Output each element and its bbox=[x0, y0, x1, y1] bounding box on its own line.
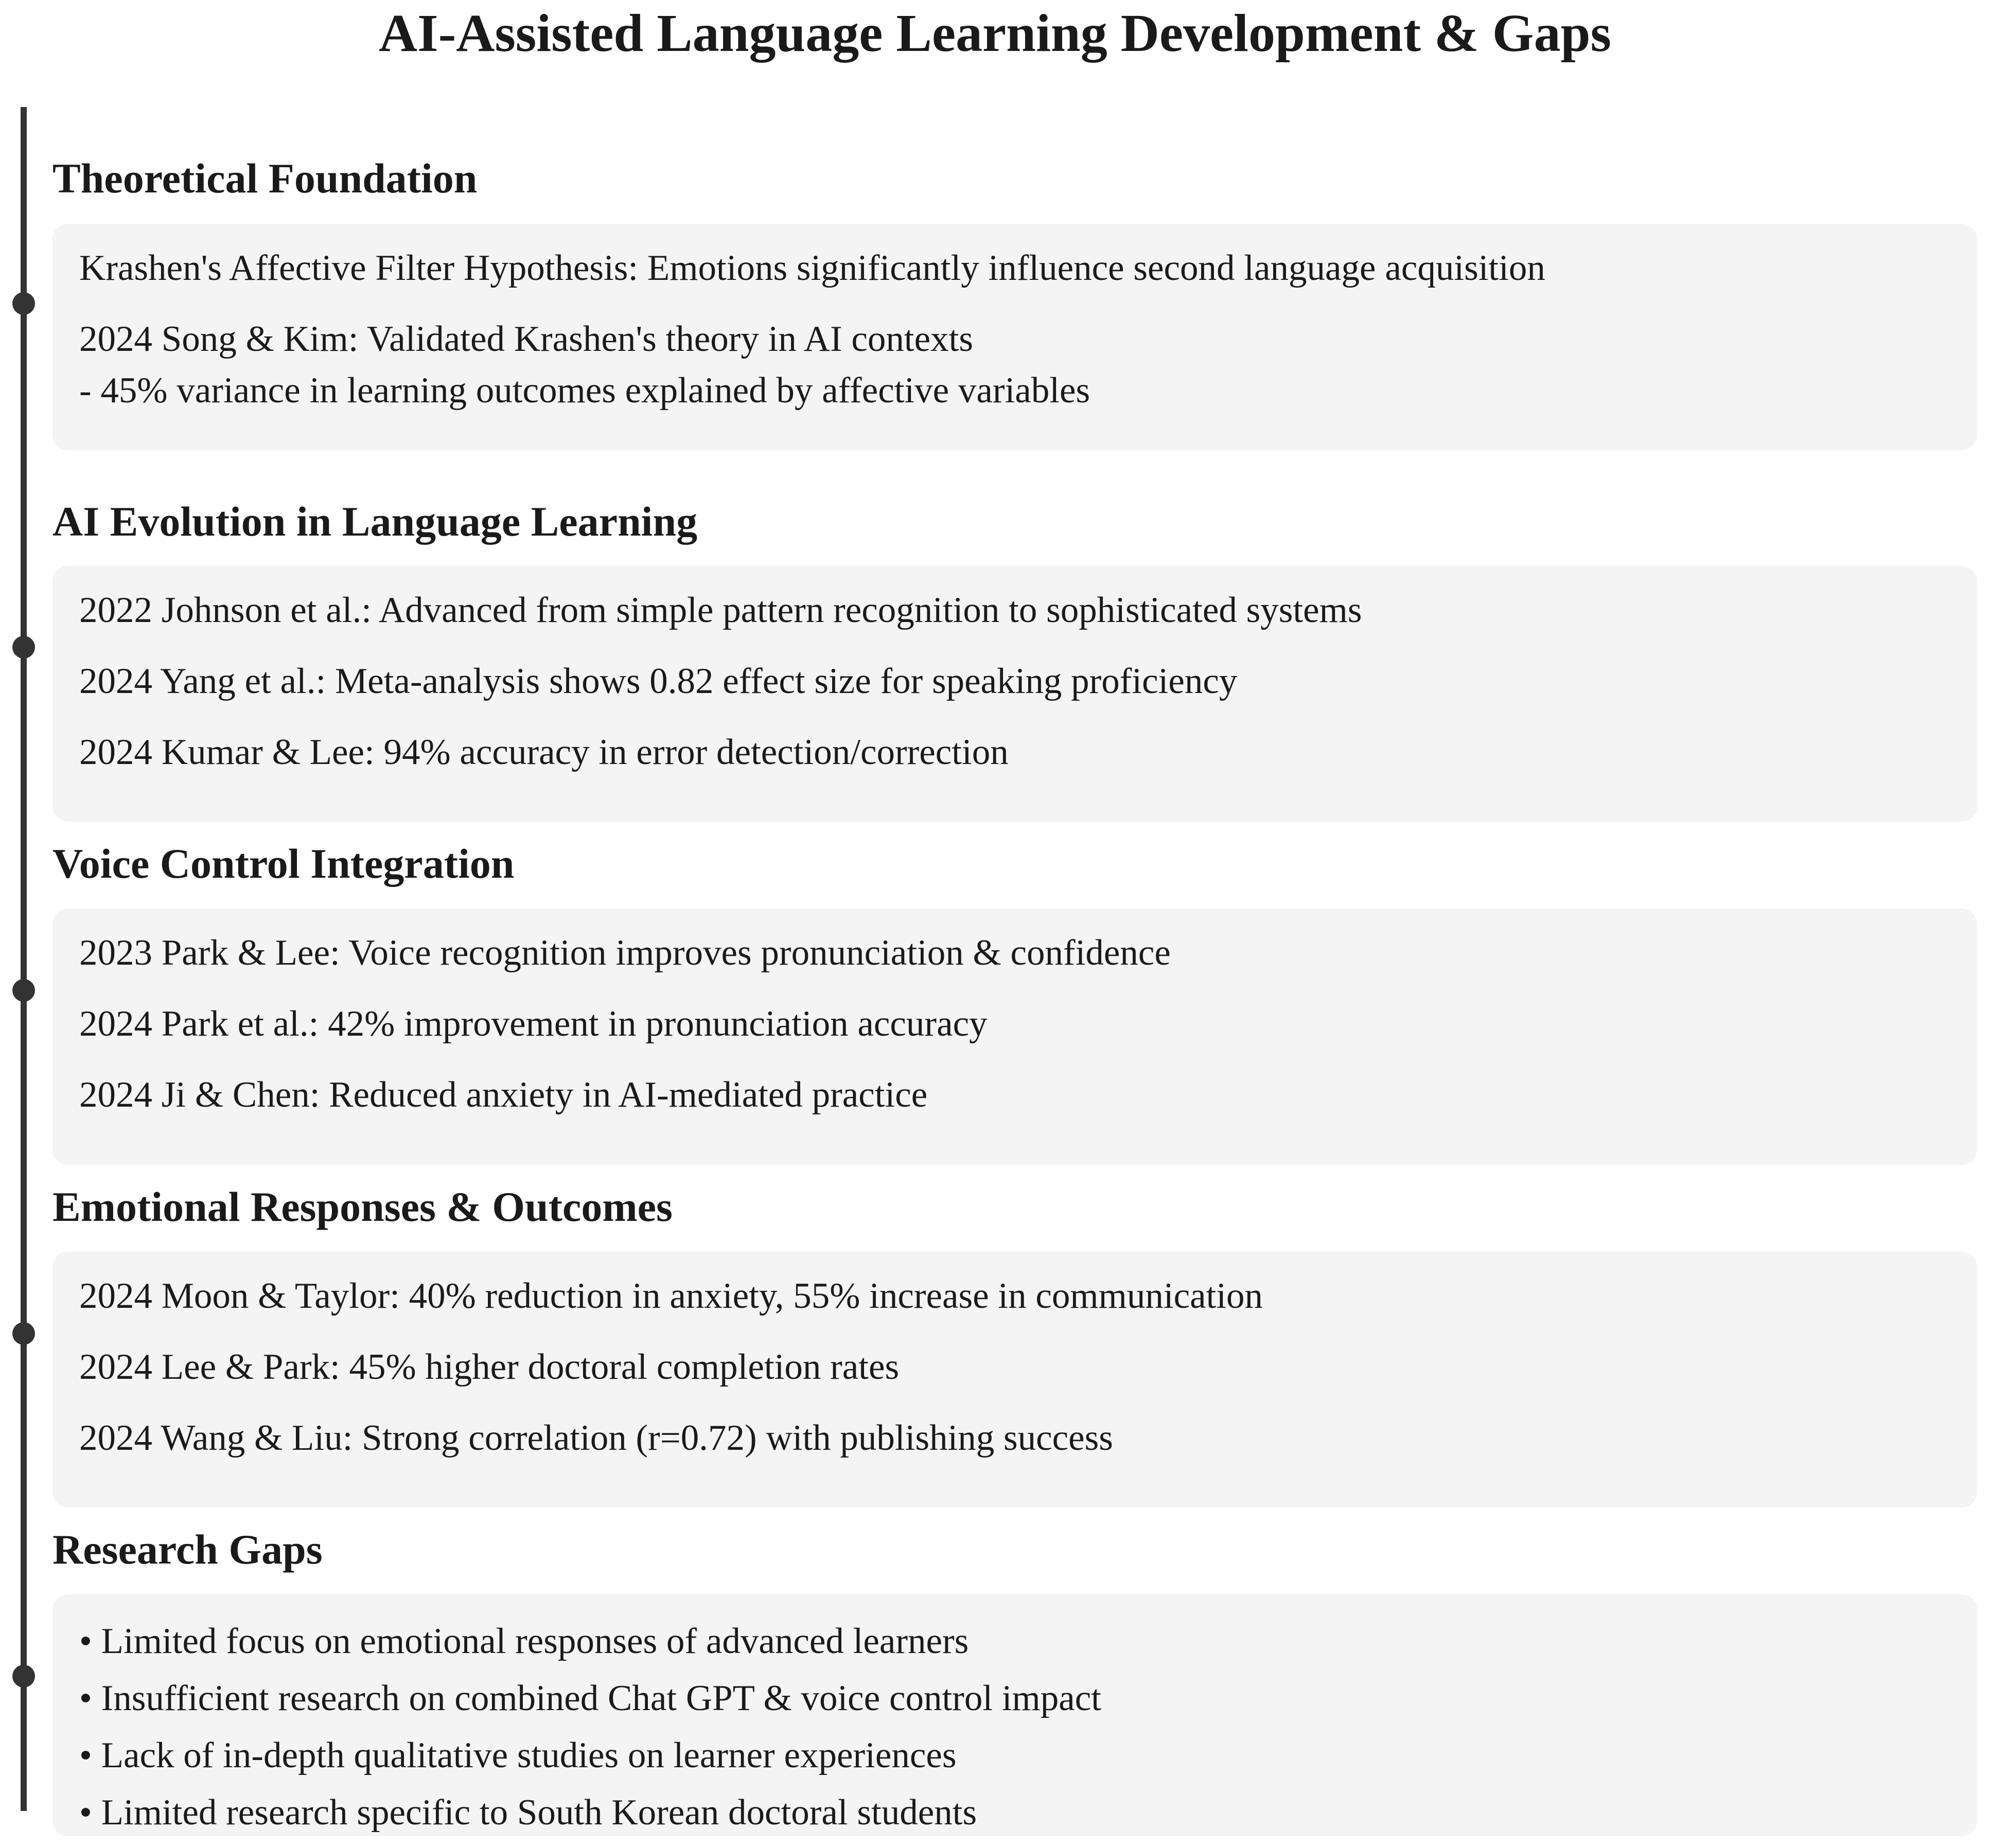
section-heading-emotional-responses: Emotional Responses & Outcomes bbox=[52, 1183, 673, 1230]
list-item: 2024 Moon & Taylor: 40% reduction in anxiety, 55% increase in communication bbox=[79, 1276, 1263, 1316]
timeline-dot-voice-control bbox=[12, 979, 35, 1002]
timeline-line bbox=[21, 107, 27, 1811]
section-heading-voice-control: Voice Control Integration bbox=[52, 840, 515, 887]
timeline-dot-emotional-responses bbox=[12, 1322, 35, 1345]
list-item: 2024 Song & Kim: Validated Krashen's theory in AI contexts bbox=[79, 319, 973, 359]
list-item: 2023 Park & Lee: Voice recognition improves pronunciation & confidence bbox=[79, 933, 1171, 973]
section-heading-theoretical-foundation: Theoretical Foundation bbox=[52, 155, 478, 202]
timeline-dot-theoretical-foundation bbox=[12, 292, 35, 315]
section-card-ai-evolution bbox=[52, 566, 1977, 822]
list-item: 2024 Lee & Park: 45% higher doctoral completion rates bbox=[79, 1347, 900, 1387]
list-item: • Insufficient research on combined Chat GPT & voice control impact bbox=[79, 1678, 1102, 1718]
section-card-theoretical-foundation bbox=[52, 224, 1977, 450]
list-item: - 45% variance in learning outcomes explained by affective variables bbox=[79, 370, 1090, 411]
list-item: 2024 Park et al.: 42% improvement in pronunciation accuracy bbox=[79, 1004, 988, 1044]
section-heading-research-gaps: Research Gaps bbox=[52, 1526, 323, 1573]
timeline-dot-research-gaps bbox=[12, 1665, 35, 1687]
list-item: Krashen's Affective Filter Hypothesis: Emotions significantly influence second language acquisition bbox=[79, 248, 1545, 288]
list-item: 2022 Johnson et al.: Advanced from simple pattern recognition to sophisticated systems bbox=[79, 590, 1362, 630]
list-item: 2024 Yang et al.: Meta-analysis shows 0.82 effect size for speaking proficiency bbox=[79, 661, 1238, 701]
timeline-dot-ai-evolution bbox=[12, 636, 35, 659]
list-item: 2024 Kumar & Lee: 94% accuracy in error detection/correction bbox=[79, 732, 1009, 772]
list-item: • Limited focus on emotional responses of advanced learners bbox=[79, 1621, 969, 1661]
section-card-emotional-responses bbox=[52, 1252, 1977, 1507]
list-item: 2024 Wang & Liu: Strong correlation (r=0.72) with publishing success bbox=[79, 1418, 1113, 1458]
diagram-title: AI-Assisted Language Learning Development & Gaps bbox=[379, 4, 1611, 63]
section-card-voice-control bbox=[52, 909, 1977, 1165]
list-item: • Limited research specific to South Korean doctoral students bbox=[79, 1792, 977, 1833]
list-item: • Lack of in-depth qualitative studies on learner experiences bbox=[79, 1735, 957, 1775]
list-item: 2024 Ji & Chen: Reduced anxiety in AI-mediated practice bbox=[79, 1075, 928, 1115]
section-card-research-gaps bbox=[52, 1594, 1977, 1836]
section-heading-ai-evolution: AI Evolution in Language Learning bbox=[52, 498, 698, 545]
